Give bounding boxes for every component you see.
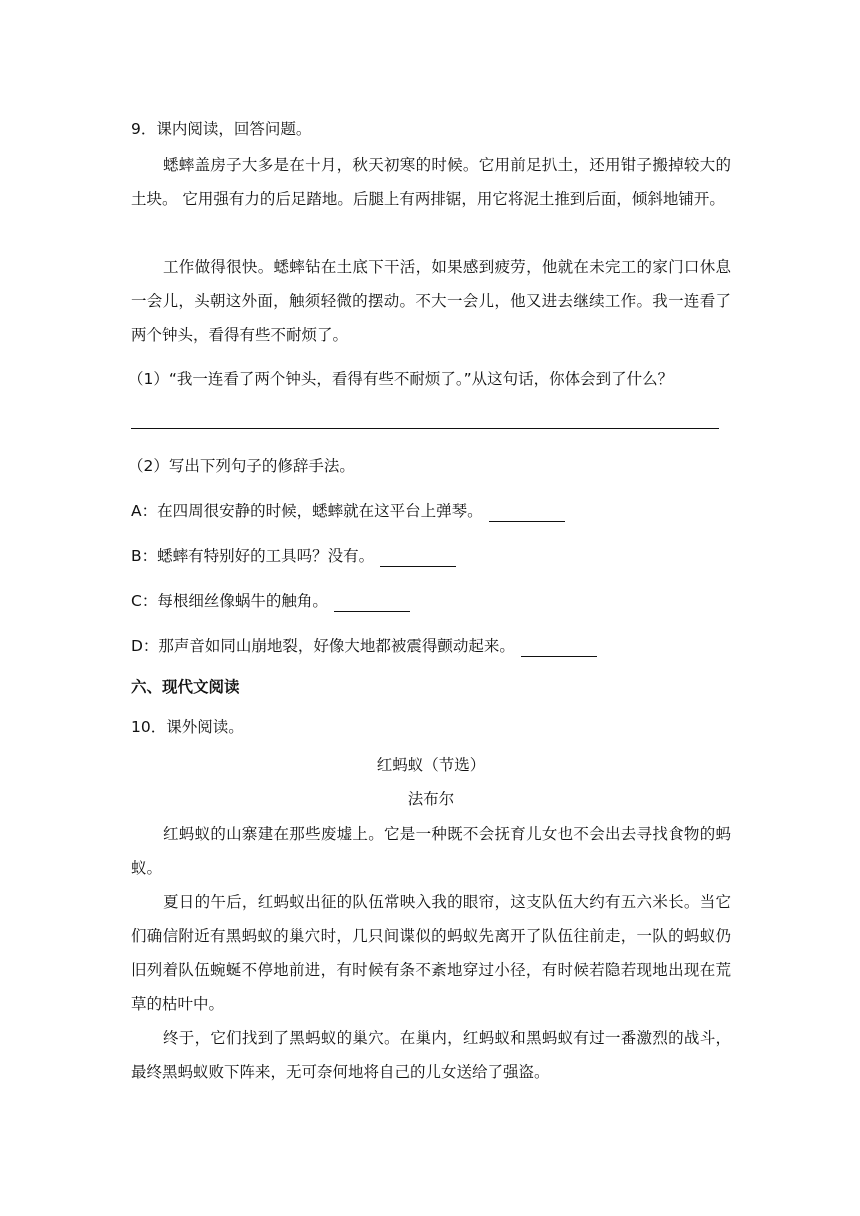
passage-title: 红蚂蚁（节选） (376, 756, 486, 774)
passage-author: 法布尔 (407, 790, 455, 808)
option-b (131, 545, 456, 567)
option-a (131, 500, 565, 522)
option-d-text: D：那声音如同山崩地裂，好像大地都被震得颤动起来。 (131, 637, 515, 655)
option-b-answer-blank[interactable] (380, 550, 456, 567)
option-c (131, 590, 410, 612)
q9-subquestion-2: （2）写出下列句子的修辞手法。 (128, 457, 355, 475)
q10-passage-paragraph-3: 终于，它们找到了黑蚂蚁的巢穴。在巢内，红蚂蚁和黑蚂蚁有过一番激烈的战斗，最终黑蚂蚁败下阵来，无可奈何地将自己的儿女送给了强盗。 (131, 1029, 731, 1081)
q10-passage-paragraph-1: 红蚂蚁的山寨建在那些废墟上。它是一种既不会抚育儿女也不会出去寻找食物的蚂蚁。 (131, 825, 731, 877)
answer-line-1[interactable] (131, 428, 719, 429)
option-c-answer-blank[interactable] (334, 595, 410, 612)
option-a-answer-blank[interactable] (489, 505, 565, 522)
question-10-heading: 10．课外阅读。 (131, 718, 244, 736)
option-c-text: C：每根细丝像蜗牛的触角。 (131, 592, 328, 610)
option-a-text: A：在四周很安静的时候，蟋蟀就在这平台上弹琴。 (131, 502, 483, 520)
option-d-answer-blank[interactable] (521, 640, 597, 657)
question-9-heading: 9．课内阅读，回答问题。 (131, 120, 312, 138)
q9-passage-paragraph-1: 蟋蟀盖房子大多是在十月，秋天初寒的时候。它用前足扒土，还用钳子搬掉较大的土块。 它用强有力的后足踏地。后腿上有两排锯，用它将泥土推到后面，倾斜地铺开。 (131, 156, 731, 208)
q9-subquestion-1: （1）“我一连看了两个钟头，看得有些不耐烦了。”从这句话，你体会到了什么？ (128, 370, 674, 388)
option-d (131, 635, 597, 657)
q10-passage-paragraph-2: 夏日的午后，红蚂蚁出征的队伍常映入我的眼帘，这支队伍大约有五六米长。当它们确信附近有黑蚂蚁的巢穴时，几只间谍似的蚂蚁先离开了队伍往前走，一队的蚂蚁仍旧列着队伍蜿蜒不停地前进，有时候有条不紊地穿过小径，有时候若隐若现地出现在荒草的枯叶中。 (131, 893, 731, 1013)
option-b-text: B：蟋蟀有特别好的工具吗？没有。 (131, 547, 375, 565)
section-6-heading: 六、现代文阅读 (131, 678, 240, 696)
q9-passage-paragraph-2: 工作做得很快。蟋蟀钻在土底下干活，如果感到疲劳，他就在未完工的家门口休息一会儿，头朝这外面，触须轻微的摆动。不大一会儿，他又进去继续工作。我一连看了两个钟头，看得有些不耐烦了。 (131, 258, 731, 344)
